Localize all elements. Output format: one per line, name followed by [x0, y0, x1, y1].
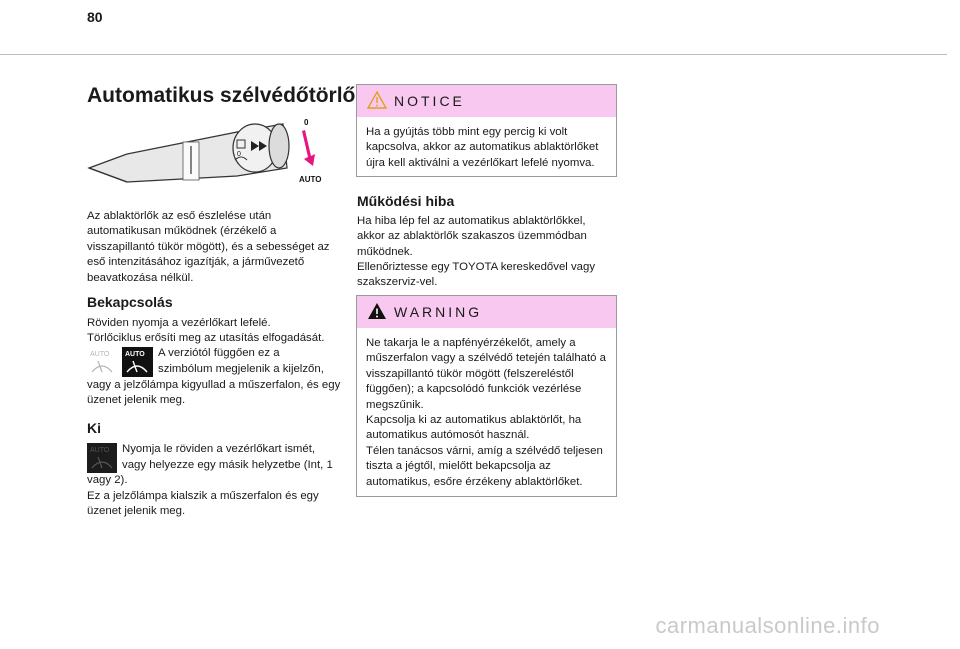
page-number: 80: [87, 9, 103, 25]
warning-text2: Kapcsolja ki az automatikus ablaktörlőt, ha automatikus autómosót használ.: [366, 414, 582, 442]
top-rule: [0, 54, 947, 55]
sym-filled-label: AUTO: [125, 351, 145, 358]
page-title: Automatikus szélvédőtörlő: [87, 84, 356, 107]
sym-off-label: AUTO: [90, 447, 110, 454]
notice-label: NOTICE: [394, 93, 465, 109]
footer-watermark: carmanualsonline.info: [655, 613, 880, 638]
mukodesi-hiba-text1: Ha hiba lép fel az automatikus ablaktörlőkkel, akkor az ablaktörlők szakaszos üzemmódban működnek.: [357, 215, 587, 258]
heading-ki: Ki: [87, 420, 101, 436]
warning-text3: Télen tanácsos várni, amíg a szélvédő teljesen tiszta a jégtől, mielőtt bekapcsolja az automatikus, esőre érzékeny ablaktörlőket.: [366, 444, 603, 488]
warning-body: [357, 328, 616, 498]
mukodesi-hiba-text2: Ellenőriztesse egy TOYOTA kereskedővel vagy szakszerviz-vel.: [357, 261, 596, 289]
intro-paragraph: Az ablaktörlők az eső észlelése után automatikusan működnek (érzékelő a visszapillantó tükör mögött), és a sebességet az eső intenzitásához igazítják, a járművezető beavatkozása nélkül.: [87, 210, 330, 284]
auto-wiper-display-icon: [122, 347, 153, 377]
warning-label: WARNING: [394, 304, 483, 320]
warning-box: [356, 295, 617, 497]
warning-header: [357, 296, 616, 328]
wiper-stalk-illustration: [87, 116, 327, 194]
notice-header: [357, 85, 616, 117]
warning-text1: Ne takarja le a napfényérzékelőt, amely a műszerfalon vagy a szélvédő tetején található a visszapillantó tükör mögött (felszereléstől függően); a kapcsolódó funkciók vezérlése megszűnik.: [366, 337, 606, 411]
bekapcsolas-line3c: vagy a jelzőlámpa kigyullad a műszerfalon, és egy üzenet jelenik meg.: [87, 379, 341, 407]
bekapcsolas-line2: Törlőciklus erősíti meg az utasítás elfogadását.: [87, 332, 325, 344]
illu-zero-label: 0: [237, 151, 241, 158]
sym-outline-label: AUTO: [90, 351, 110, 358]
warning-triangle-icon: [366, 301, 388, 321]
bekapcsolas-line3a: A verziótól függően ez a: [158, 347, 280, 359]
heading-bekapcsolas: Bekapcsolás: [87, 294, 173, 310]
ki-line1b: vagy helyezze egy másik helyzetbe (Int, 1 vagy 2).: [87, 459, 333, 487]
illu-zero-top: 0: [304, 118, 309, 127]
notice-box: [356, 84, 617, 177]
notice-warning-triangle-icon: [366, 90, 388, 110]
bekapcsolas-line3b: szimbólum megjelenik a kijelzőn,: [158, 363, 324, 375]
ki-line1a: Nyomja le röviden a vezérlőkart ismét,: [122, 443, 316, 455]
heading-mukodesi-hiba: Működési hiba: [357, 193, 455, 209]
illu-auto-label: AUTO: [299, 175, 322, 184]
bekapcsolas-line1: Röviden nyomja a vezérlőkart lefelé.: [87, 317, 271, 329]
auto-wiper-indicator-icon: [87, 347, 117, 377]
notice-text: Ha a gyújtás több mint egy percig ki volt kapcsolva, akkor az automatikus ablaktörlőket újra kell aktiválni a vezérlőkart lefelé nyomva.: [366, 126, 599, 169]
ki-line2: Ez a jelzőlámpa kialszik a műszerfalon és egy üzenet jelenik meg.: [87, 490, 319, 518]
